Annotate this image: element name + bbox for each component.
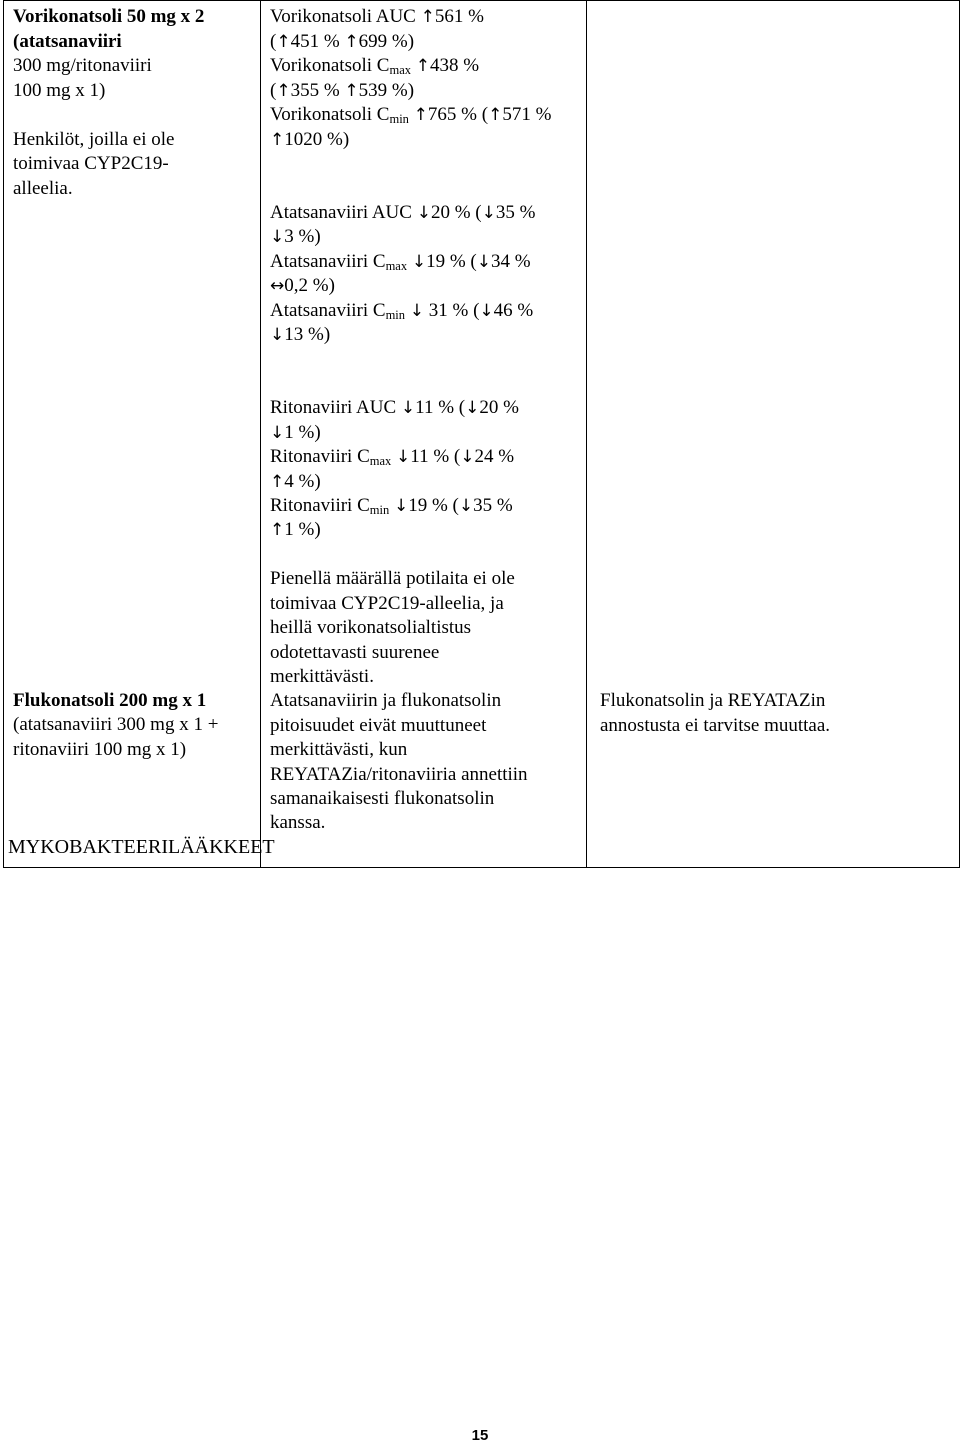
drug-name-voriconazole: Vorikonatsoli 50 mg x 2 [13, 6, 205, 27]
ci-low: 46 % [493, 300, 534, 321]
ata-auc-ci-line [270, 225, 321, 249]
rit-cmin-value: 19 % ( [408, 495, 459, 516]
ata-cmin-line [270, 299, 533, 323]
ci-low: 355 % [290, 80, 345, 101]
ci-low: 451 % [290, 31, 345, 52]
population-note-line: alleelia. [13, 178, 73, 199]
ata-auc-label: Atatsanaviiri AUC [270, 202, 417, 223]
arrow-up-icon: ↑ [488, 105, 503, 125]
page-number: 15 [471, 1427, 489, 1444]
vori-cmax-ci-line [270, 79, 414, 103]
arrow-both-icon: ↔ [270, 276, 285, 296]
fluko-effect-line: Atatsanaviirin ja flukonatsolin [270, 690, 502, 711]
ata-cmin-ci-line [270, 323, 330, 347]
fluko-effect-line: merkittävästi, kun [270, 739, 408, 760]
drug-name-fluconazole: Flukonatsoli 200 mg x 1 [13, 690, 207, 711]
ci-low: 24 % [474, 446, 515, 467]
arrow-down-icon: ↓ [409, 301, 425, 321]
section-heading: MYKOBAKTEERILÄÄKKEET [8, 836, 275, 858]
ci-high: 1020 %) [284, 129, 350, 150]
effect-column-cell [261, 1, 587, 868]
fluko-effect-line: pitoisuudet eivät muuttuneet [270, 715, 487, 736]
ci-low: 35 % [473, 495, 513, 516]
rit-auc-label: Ritonaviiri AUC [270, 397, 401, 418]
arrow-up-icon: ↑ [270, 520, 285, 540]
ci-low: 34 % [491, 251, 531, 272]
rit-auc-ci-line [270, 421, 321, 445]
ata-auc-value: 20 % ( [430, 202, 482, 223]
vori-cmin-value: 765 % ( [427, 104, 489, 125]
cyp-note-line: odotettavasti suurenee [270, 642, 440, 663]
ci-high: 13 %) [284, 324, 331, 345]
ci-high: 1 %) [284, 519, 321, 540]
arrow-up-icon: ↑ [270, 130, 285, 150]
arrow-up-icon: ↑ [344, 81, 359, 101]
ci-high: 1 %) [284, 422, 321, 443]
subscript-min: min [385, 308, 406, 322]
table-row [4, 1, 960, 868]
rit-cmin-line [270, 494, 513, 518]
arrow-up-icon: ↑ [420, 7, 435, 27]
arrow-down-icon: ↓ [411, 252, 427, 272]
ata-cmax-ci-line [270, 274, 335, 298]
rit-auc-value: 11 % ( [415, 397, 466, 418]
vori-cmin-line [270, 103, 551, 127]
arrow-down-icon: ↓ [481, 203, 496, 223]
arrow-down-icon: ↓ [396, 447, 411, 467]
vori-cmin-label: Vorikonatsoli C [270, 104, 390, 125]
drug-regimen-line [13, 30, 122, 54]
arrow-down-icon: ↓ [400, 398, 416, 418]
ata-cmax-label: Atatsanaviiri C [270, 251, 386, 272]
vori-cmax-line [270, 54, 479, 78]
rit-cmax-label: Ritonaviiri C [270, 446, 370, 467]
arrow-down-icon: ↓ [465, 398, 480, 418]
arrow-up-icon: ↑ [415, 56, 430, 76]
vori-auc-value: 561 % [434, 6, 484, 27]
ci-high: 539 %) [358, 80, 415, 101]
arrow-down-icon: ↓ [458, 496, 474, 516]
vori-cmax-value: 438 % [430, 55, 480, 76]
rit-cmax-ci-line [270, 470, 321, 494]
arrow-up-icon: ↑ [413, 105, 428, 125]
arrow-up-icon: ↑ [344, 32, 359, 52]
ata-cmax-value: 19 % ( [426, 251, 477, 272]
fluko-effect-line: kanssa. [270, 812, 326, 833]
drug-regimen-line: 300 mg/ritonaviiri [13, 55, 152, 76]
rit-cmax-line [270, 445, 514, 469]
fluko-recommendation-line: annostusta ei tarvitse muuttaa. [600, 715, 831, 736]
population-note-line: toimivaa CYP2C19- [13, 153, 169, 174]
arrow-down-icon: ↓ [270, 423, 285, 443]
vori-auc-label: Vorikonatsoli AUC [270, 6, 421, 27]
rit-cmin-label: Ritonaviiri C [270, 495, 370, 516]
subscript-min: min [369, 503, 390, 517]
ci-high: 4 %) [284, 471, 321, 492]
drug-regimen-line: ritonaviiri 100 mg x 1) [13, 739, 187, 760]
ata-cmin-label: Atatsanaviiri C [270, 300, 386, 321]
arrow-down-icon: ↓ [460, 447, 475, 467]
ci-high: 699 %) [358, 31, 415, 52]
arrow-up-icon: ↑ [276, 32, 291, 52]
ci-open: ( [270, 80, 277, 101]
cyp-note-line: Pienellä määrällä potilaita ei ole [270, 568, 515, 589]
vori-cmax-label: Vorikonatsoli C [270, 55, 390, 76]
regimen-open-paren: (atatsanaviiri [13, 31, 122, 52]
drug-column-cell [4, 1, 275, 868]
arrow-down-icon: ↓ [393, 496, 409, 516]
arrow-up-icon: ↑ [270, 472, 285, 492]
cyp-note-line: heillä vorikonatsolialtistus [270, 617, 472, 638]
arrow-down-icon: ↓ [476, 252, 491, 272]
ata-cmin-value: 31 % ( [424, 300, 480, 321]
drug-regimen-line: (atatsanaviiri 300 mg x 1 + [13, 714, 219, 735]
fluko-effect-line: REYATAZia/ritonaviiria annettiin [270, 764, 528, 785]
ci-low: 35 % [495, 202, 536, 223]
ci-low: 571 % [502, 104, 552, 125]
arrow-down-icon: ↓ [416, 203, 431, 223]
ci-high: 0,2 %) [284, 275, 335, 296]
subscript-min: min [389, 112, 409, 126]
interaction-table [3, 0, 960, 868]
arrow-down-icon: ↓ [479, 301, 494, 321]
ci-open: ( [270, 31, 277, 52]
vori-auc-ci-line [270, 30, 414, 54]
ata-auc-line [270, 201, 535, 225]
fluko-recommendation-line: Flukonatsolin ja REYATAZin [600, 690, 826, 711]
arrow-up-icon: ↑ [276, 81, 291, 101]
subscript-max: max [389, 63, 411, 77]
subscript-max: max [369, 454, 392, 468]
subscript-max: max [385, 259, 408, 273]
vori-auc-line [270, 5, 484, 29]
rit-cmin-ci-line [270, 518, 321, 542]
recommendation-column-cell [587, 1, 960, 868]
rit-auc-line [270, 396, 519, 420]
cyp-note-line: merkittävästi. [270, 666, 374, 687]
rit-cmax-value: 11 % ( [410, 446, 461, 467]
arrow-down-icon: ↓ [270, 227, 285, 247]
arrow-down-icon: ↓ [270, 325, 285, 345]
vori-cmin-ci-line [270, 128, 349, 152]
drug-regimen-line: 100 mg x 1) [13, 80, 106, 101]
ci-low: 20 % [479, 397, 519, 418]
population-note-line: Henkilöt, joilla ei ole [13, 129, 175, 150]
ata-cmax-line [270, 250, 531, 274]
cyp-note-line: toimivaa CYP2C19-alleelia, ja [270, 593, 504, 614]
ci-high: 3 %) [284, 226, 321, 247]
fluko-effect-line: samanaikaisesti flukonatsolin [270, 788, 495, 809]
